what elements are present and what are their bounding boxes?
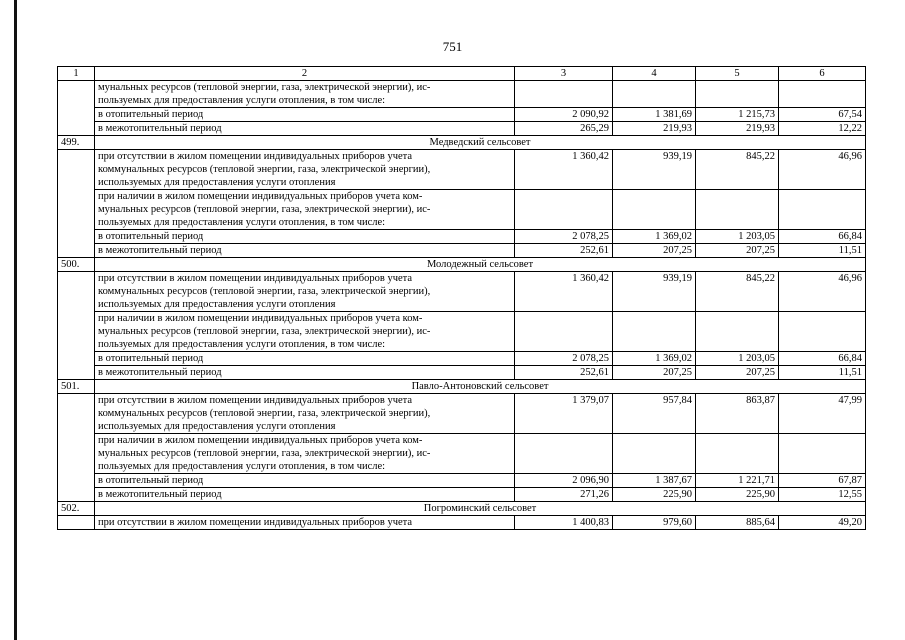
- empty-cell: [515, 434, 613, 474]
- settlement-number: 501.: [58, 380, 95, 394]
- value-cell: 845,22: [696, 272, 779, 312]
- value-cell: 49,20: [779, 516, 866, 530]
- column-header: 1: [58, 67, 95, 81]
- value-cell: 67,87: [779, 474, 866, 488]
- value-cell: 207,25: [696, 244, 779, 258]
- value-cell: 1 387,67: [613, 474, 696, 488]
- heating-period-row: [58, 352, 866, 366]
- value-cell: 11,51: [779, 244, 866, 258]
- value-cell: 207,25: [613, 244, 696, 258]
- value-cell: 1 215,73: [696, 108, 779, 122]
- value-cell: 219,93: [613, 122, 696, 136]
- empty-cell: [515, 190, 613, 230]
- settlement-number: 502.: [58, 502, 95, 516]
- non-heating-period-row: [58, 366, 866, 380]
- absent-meter-row: [58, 394, 866, 434]
- present-meter-row: [58, 190, 866, 230]
- row-label-line: используемых для предоставления услуги отопления: [98, 421, 336, 432]
- number-cell: [58, 122, 95, 136]
- empty-cell: [779, 81, 866, 108]
- value-cell: 863,87: [696, 394, 779, 434]
- settlement-name: Молодежный сельсовет: [95, 258, 866, 272]
- value-cell: 12,22: [779, 122, 866, 136]
- empty-cell: [613, 81, 696, 108]
- value-cell: 12,55: [779, 488, 866, 502]
- row-label-line: коммунальных ресурсов (тепловой энергии, газа, электрической энергии),: [98, 408, 431, 419]
- value-cell: 2 078,25: [515, 230, 613, 244]
- non-heating-period-row: [58, 488, 866, 502]
- value-cell: 1 360,42: [515, 150, 613, 190]
- value-cell: 2 078,25: [515, 352, 613, 366]
- row-label: в отопительный период: [95, 230, 515, 244]
- continuation-value-row: [58, 122, 866, 136]
- value-cell: 225,90: [696, 488, 779, 502]
- row-label: [95, 434, 515, 474]
- empty-cell: [779, 190, 866, 230]
- empty-cell: [613, 190, 696, 230]
- column-header: 3: [515, 67, 613, 81]
- number-cell: [58, 312, 95, 352]
- row-label-line: при наличии в жилом помещении индивидуальных приборов учета ком-: [98, 435, 423, 446]
- column-header: 4: [613, 67, 696, 81]
- row-label-line: при наличии в жилом помещении индивидуальных приборов учета ком-: [98, 313, 423, 324]
- empty-cell: [515, 81, 613, 108]
- value-cell: 1 360,42: [515, 272, 613, 312]
- row-label-line: мунальных ресурсов (тепловой энергии, газа, электрической энергии), ис-: [98, 204, 431, 215]
- empty-cell: [779, 434, 866, 474]
- value-cell: 1 400,83: [515, 516, 613, 530]
- scan-edge-line: [14, 0, 17, 640]
- empty-cell: [696, 190, 779, 230]
- value-cell: 1 203,05: [696, 352, 779, 366]
- row-label-line: при наличии в жилом помещении индивидуальных приборов учета ком-: [98, 191, 423, 202]
- row-label-line: мунальных ресурсов (тепловой энергии, газа, электрической энергии), ис-: [98, 82, 431, 93]
- value-cell: 11,51: [779, 366, 866, 380]
- value-cell: 47,99: [779, 394, 866, 434]
- value-cell: 271,26: [515, 488, 613, 502]
- row-label: в отопительный период: [95, 352, 515, 366]
- settlement-header-row: [58, 136, 866, 150]
- number-cell: [58, 366, 95, 380]
- row-label: в межотопительный период: [95, 244, 515, 258]
- settlement-number: 500.: [58, 258, 95, 272]
- value-cell: 46,96: [779, 150, 866, 190]
- row-label: при отсутствии в жилом помещении индивидуальных приборов учета: [95, 516, 515, 530]
- row-label: в межотопительный период: [95, 366, 515, 380]
- value-cell: 2 090,92: [515, 108, 613, 122]
- value-cell: 67,54: [779, 108, 866, 122]
- row-label: [95, 312, 515, 352]
- row-label: [95, 190, 515, 230]
- column-header: 5: [696, 67, 779, 81]
- settlement-name: Павло-Антоновский сельсовет: [95, 380, 866, 394]
- row-label-line: коммунальных ресурсов (тепловой энергии, газа, электрической энергии),: [98, 286, 431, 297]
- row-label-line: пользуемых для предоставления услуги отопления, в том числе:: [98, 461, 386, 472]
- value-cell: 252,61: [515, 244, 613, 258]
- empty-cell: [779, 312, 866, 352]
- value-cell: 46,96: [779, 272, 866, 312]
- value-cell: 252,61: [515, 366, 613, 380]
- row-label: в межотопительный период: [95, 122, 515, 136]
- row-label-line: при отсутствии в жилом помещении индивидуальных приборов учета: [98, 273, 413, 284]
- settlement-name: Погроминский сельсовет: [95, 502, 866, 516]
- number-cell: [58, 190, 95, 230]
- number-cell: [58, 81, 95, 108]
- value-cell: 207,25: [613, 366, 696, 380]
- row-label-line: используемых для предоставления услуги отопления: [98, 177, 336, 188]
- empty-cell: [613, 434, 696, 474]
- value-cell: 66,84: [779, 230, 866, 244]
- value-cell: 265,29: [515, 122, 613, 136]
- number-cell: [58, 150, 95, 190]
- row-label: [95, 150, 515, 190]
- value-cell: 845,22: [696, 150, 779, 190]
- row-label: [95, 81, 515, 108]
- page-number: 751: [442, 39, 463, 54]
- row-label-line: мунальных ресурсов (тепловой энергии, газа, электрической энергии), ис-: [98, 326, 431, 337]
- row-label: [95, 394, 515, 434]
- empty-cell: [696, 81, 779, 108]
- absent-meter-row: [58, 272, 866, 312]
- number-cell: [58, 244, 95, 258]
- number-cell: [58, 108, 95, 122]
- row-label: в межотопительный период: [95, 488, 515, 502]
- non-heating-period-row: [58, 244, 866, 258]
- heating-period-row: [58, 230, 866, 244]
- absent-meter-row: [58, 516, 866, 530]
- number-cell: [58, 434, 95, 474]
- row-label: [95, 272, 515, 312]
- value-cell: 1 381,69: [613, 108, 696, 122]
- value-cell: 939,19: [613, 150, 696, 190]
- settlement-header-row: [58, 258, 866, 272]
- value-cell: 1 369,02: [613, 352, 696, 366]
- tariff-table: [57, 66, 866, 530]
- row-label-line: мунальных ресурсов (тепловой энергии, газа, электрической энергии), ис-: [98, 448, 431, 459]
- number-cell: [58, 394, 95, 434]
- value-cell: 219,93: [696, 122, 779, 136]
- row-label-line: используемых для предоставления услуги отопления: [98, 299, 336, 310]
- value-cell: 957,84: [613, 394, 696, 434]
- value-cell: 939,19: [613, 272, 696, 312]
- heating-period-row: [58, 474, 866, 488]
- value-cell: 1 369,02: [613, 230, 696, 244]
- row-label-line: пользуемых для предоставления услуги отопления, в том числе:: [98, 217, 386, 228]
- row-label-line: при отсутствии в жилом помещении индивидуальных приборов учета: [98, 151, 413, 162]
- empty-cell: [515, 312, 613, 352]
- value-cell: 979,60: [613, 516, 696, 530]
- row-label-line: коммунальных ресурсов (тепловой энергии, газа, электрической энергии),: [98, 164, 431, 175]
- empty-cell: [613, 312, 696, 352]
- number-cell: [58, 230, 95, 244]
- present-meter-row: [58, 312, 866, 352]
- value-cell: 66,84: [779, 352, 866, 366]
- column-header-row: [58, 67, 866, 81]
- number-cell: [58, 352, 95, 366]
- number-cell: [58, 272, 95, 312]
- tariff-table-body: [58, 67, 866, 530]
- empty-cell: [696, 434, 779, 474]
- number-cell: [58, 516, 95, 530]
- value-cell: 1 379,07: [515, 394, 613, 434]
- value-cell: 1 221,71: [696, 474, 779, 488]
- row-label: в отопительный период: [95, 474, 515, 488]
- value-cell: 207,25: [696, 366, 779, 380]
- absent-meter-row: [58, 150, 866, 190]
- column-header: 2: [95, 67, 515, 81]
- number-cell: [58, 488, 95, 502]
- continuation-lines-row: [58, 81, 866, 108]
- value-cell: 2 096,90: [515, 474, 613, 488]
- value-cell: 225,90: [613, 488, 696, 502]
- settlement-number: 499.: [58, 136, 95, 150]
- number-cell: [58, 474, 95, 488]
- settlement-header-row: [58, 502, 866, 516]
- row-label-line: пользуемых для предоставления услуги отопления, в том числе:: [98, 95, 386, 106]
- settlement-name: Медведский сельсовет: [95, 136, 866, 150]
- settlement-header-row: [58, 380, 866, 394]
- present-meter-row: [58, 434, 866, 474]
- row-label: в отопительный период: [95, 108, 515, 122]
- column-header: 6: [779, 67, 866, 81]
- row-label-line: при отсутствии в жилом помещении индивидуальных приборов учета: [98, 395, 413, 406]
- value-cell: 1 203,05: [696, 230, 779, 244]
- continuation-value-row: [58, 108, 866, 122]
- row-label-line: пользуемых для предоставления услуги отопления, в том числе:: [98, 339, 386, 350]
- empty-cell: [696, 312, 779, 352]
- value-cell: 885,64: [696, 516, 779, 530]
